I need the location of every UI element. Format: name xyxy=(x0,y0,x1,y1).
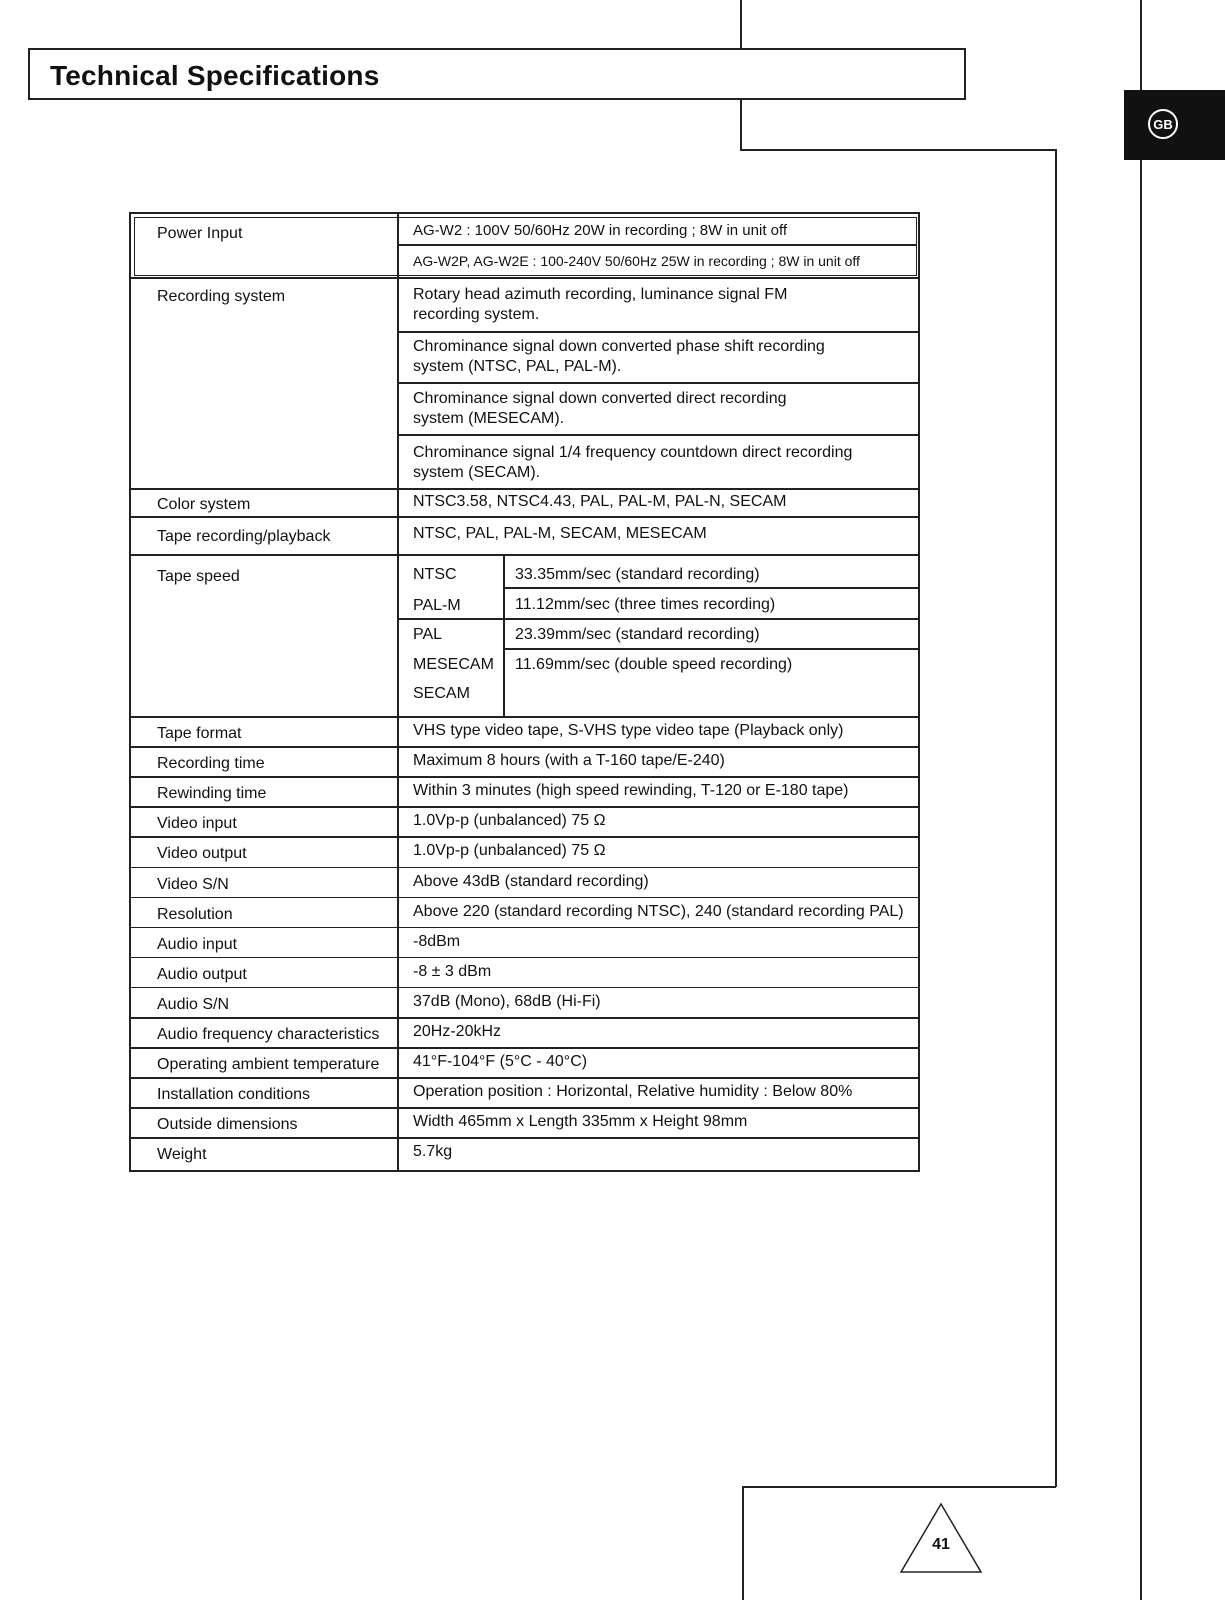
tape-system: SECAM xyxy=(413,685,470,702)
spec-label: Video output xyxy=(157,845,247,863)
tape-speed-value: 11.12mm/sec (three times recording) xyxy=(515,596,776,613)
frame-line xyxy=(742,1486,1056,1488)
tape-system: PAL xyxy=(413,626,443,643)
spec-label: Resolution xyxy=(157,905,233,923)
frame-line xyxy=(740,149,1056,151)
spec-label: Power Input xyxy=(157,225,243,242)
spec-label: Tape format xyxy=(157,725,242,742)
frame-line xyxy=(1140,0,1142,1600)
row-divider xyxy=(131,776,918,778)
language-badge: GB xyxy=(1148,109,1178,139)
row-divider xyxy=(131,1077,918,1079)
spec-value: Width 465mm x Length 335mm x Height 98mm xyxy=(413,1113,748,1131)
spec-label: Rewinding time xyxy=(157,785,267,803)
spec-value: Chrominance signal down converted phase shift recording system (NTSC, PAL, PAL-M). xyxy=(413,338,825,375)
page-title: Technical Specifications xyxy=(50,60,380,91)
spec-label: Audio output xyxy=(157,965,247,983)
spec-table xyxy=(129,212,920,1172)
spec-label: Audio input xyxy=(157,935,238,953)
spec-value: 20Hz-20kHz xyxy=(413,1023,502,1040)
row-divider xyxy=(131,1107,918,1109)
frame-line xyxy=(1055,149,1057,1487)
language-tab xyxy=(1124,90,1225,160)
spec-label: Installation conditions xyxy=(157,1086,310,1104)
spec-value: 41°F-104°F (5°C - 40°C) xyxy=(413,1053,588,1071)
row-divider xyxy=(131,927,918,929)
spec-value: 37dB (Mono), 68dB (Hi-Fi) xyxy=(413,992,601,1010)
spec-value: 1.0Vp-p (unbalanced) 75 Ω xyxy=(413,812,606,830)
spec-value: Rotary head azimuth recording, luminance signal FM recording system. xyxy=(413,286,788,323)
tape-system: NTSC xyxy=(413,566,457,583)
spec-value: NTSC, PAL, PAL-M, SECAM, MESECAM xyxy=(413,525,707,542)
tape-speed-value: 33.35mm/sec (standard recording) xyxy=(515,566,760,583)
spec-label: Audio S/N xyxy=(157,995,230,1013)
spec-label: Recording system xyxy=(157,288,286,305)
page-number: 41 xyxy=(932,1536,950,1553)
spec-value: 1.0Vp-p (unbalanced) 75 Ω xyxy=(413,842,606,860)
spec-value: Chrominance signal 1/4 frequency countdown direct recording system (SECAM). xyxy=(413,444,853,481)
spec-value: 5.7kg xyxy=(413,1143,453,1161)
spec-value: -8 ± 3 dBm xyxy=(413,962,492,980)
spec-value: Maximum 8 hours (with a T-160 tape/E-240) xyxy=(413,752,725,770)
spec-label: Video input xyxy=(157,815,237,833)
spec-value: VHS type video tape, S-VHS type video tape (Playback only) xyxy=(413,722,844,739)
spec-value: Above 43dB (standard recording) xyxy=(413,872,649,890)
row-divider xyxy=(131,987,918,989)
tape-speed-value: 23.39mm/sec (standard recording) xyxy=(515,626,760,643)
tape-speed-value: 11.69mm/sec (double speed recording) xyxy=(515,656,793,673)
frame-line xyxy=(740,100,742,150)
tape-system: PAL-M xyxy=(413,597,461,614)
spec-value: -8dBm xyxy=(413,932,461,950)
spec-label: Tape recording/playback xyxy=(157,528,331,545)
spec-value: Operation position : Horizontal, Relative humidity : Below 80% xyxy=(413,1083,853,1101)
row-divider xyxy=(131,867,918,869)
spec-value: Within 3 minutes (high speed rewinding, T-120 or E-180 tape) xyxy=(413,782,849,800)
spec-label: Tape speed xyxy=(157,568,240,585)
spec-label: Weight xyxy=(157,1146,207,1164)
row-divider xyxy=(131,1137,918,1139)
frame-line xyxy=(742,1486,744,1600)
spec-label: Color system xyxy=(157,496,251,513)
row-divider xyxy=(131,897,918,899)
row-divider xyxy=(131,806,918,808)
spec-label: Outside dimensions xyxy=(157,1116,298,1134)
row-divider xyxy=(131,957,918,959)
row-divider xyxy=(131,1047,918,1049)
row-divider xyxy=(131,836,918,838)
title-box xyxy=(28,48,966,100)
spec-value: AG-W2P, AG-W2E : 100-240V 50/60Hz 25W in recording ; 8W in unit off xyxy=(413,253,860,269)
spec-label: Video S/N xyxy=(157,875,229,893)
row-divider xyxy=(131,1017,918,1019)
spec-label: Operating ambient temperature xyxy=(157,1056,380,1074)
frame-line xyxy=(740,0,742,48)
spec-value: Chrominance signal down converted direct recording system (MESECAM). xyxy=(413,390,787,427)
spec-label: Recording time xyxy=(157,755,265,773)
spec-value: AG-W2 : 100V 50/60Hz 20W in recording ; 8W in unit off xyxy=(413,222,788,239)
spec-value: Above 220 (standard recording NTSC), 240 (standard recording PAL) xyxy=(413,902,904,920)
spec-value: NTSC3.58, NTSC4.43, PAL, PAL-M, PAL-N, SECAM xyxy=(413,493,787,510)
spec-label: Audio frequency characteristics xyxy=(157,1026,380,1043)
tape-system: MESECAM xyxy=(413,656,494,673)
page-number-marker xyxy=(899,1502,983,1574)
row-divider xyxy=(131,746,918,748)
